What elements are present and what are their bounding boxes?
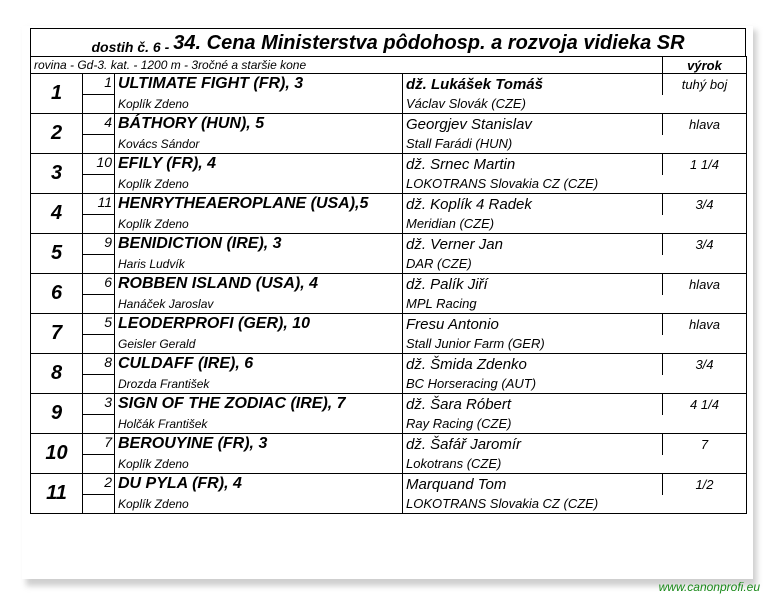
start-number: 1 [83,74,115,95]
result-subrow [31,375,747,394]
verdict-header: výrok [663,57,747,74]
finish-place: 4 [31,194,83,234]
result-subrow [31,95,747,114]
race-title: 34. Cena Ministerstva pôdohosp. a rozvoja vidieka SR [173,32,685,54]
trainer-name: Hanáček Jaroslav [115,295,403,314]
result-row [31,114,747,135]
horse-name: BÁTHORY (HUN), 5 [115,114,403,135]
jockey-name: dž. Verner Jan [403,234,663,255]
finish-place: 8 [31,354,83,394]
jockey-name: dž. Lukášek Tomáš [403,74,663,95]
horse-name: LEODERPROFI (GER), 10 [115,314,403,335]
finish-margin: 7 [663,434,747,455]
result-subrow [31,175,747,194]
start-number: 10 [83,154,115,175]
trainer-name: Koplík Zdeno [115,95,403,114]
number-spacer [83,335,115,354]
owner-name: LOKOTRANS Slovakia CZ (CZE) [403,495,747,514]
finish-margin: hlava [663,314,747,335]
result-row [31,234,747,255]
start-number: 8 [83,354,115,375]
horse-name: ULTIMATE FIGHT (FR), 3 [115,74,403,95]
horse-name: DU PYLA (FR), 4 [115,474,403,495]
jockey-name: Marquand Tom [403,474,663,495]
trainer-name: Holčák František [115,415,403,434]
conditions-row [31,57,747,74]
trainer-name: Geisler Gerald [115,335,403,354]
owner-name: Stall Farádi (HUN) [403,135,747,154]
result-row [31,394,747,415]
horse-name: CULDAFF (IRE), 6 [115,354,403,375]
jockey-name: Fresu Antonio [403,314,663,335]
jockey-name: dž. Šara Róbert [403,394,663,415]
horse-name: EFILY (FR), 4 [115,154,403,175]
start-number: 6 [83,274,115,295]
owner-name: Meridian (CZE) [403,215,747,234]
start-number: 5 [83,314,115,335]
result-subrow [31,415,747,434]
finish-margin: 3/4 [663,354,747,375]
result-subrow [31,295,747,314]
result-row [31,354,747,375]
finish-place: 10 [31,434,83,474]
result-row [31,274,747,295]
owner-name: LOKOTRANS Slovakia CZ (CZE) [403,175,747,194]
start-number: 7 [83,434,115,455]
owner-name: Stall Junior Farm (GER) [403,335,747,354]
finish-place: 5 [31,234,83,274]
trainer-name: Koplík Zdeno [115,215,403,234]
finish-margin: 3/4 [663,194,747,215]
number-spacer [83,175,115,194]
jockey-name: dž. Palík Jiří [403,274,663,295]
owner-name: DAR (CZE) [403,255,747,274]
start-number: 3 [83,394,115,415]
trainer-name: Drozda František [115,375,403,394]
results-table [30,56,747,514]
result-row [31,474,747,495]
number-spacer [83,135,115,154]
race-results-sheet [30,28,746,514]
finish-place: 9 [31,394,83,434]
owner-name: Lokotrans (CZE) [403,455,747,474]
owner-name: MPL Racing [403,295,747,314]
finish-margin: 4 1/4 [663,394,747,415]
jockey-name: dž. Šmida Zdenko [403,354,663,375]
start-number: 9 [83,234,115,255]
finish-margin: 1/2 [663,474,747,495]
finish-margin: 1 1/4 [663,154,747,175]
finish-margin: hlava [663,274,747,295]
result-row [31,314,747,335]
jockey-name: dž. Srnec Martin [403,154,663,175]
number-spacer [83,455,115,474]
result-subrow [31,455,747,474]
result-subrow [31,495,747,514]
finish-place: 11 [31,474,83,514]
result-subrow [31,135,747,154]
owner-name: Václav Slovák (CZE) [403,95,747,114]
jockey-name: dž. Koplík 4 Radek [403,194,663,215]
horse-name: BENIDICTION (IRE), 3 [115,234,403,255]
horse-name: BEROUYINE (FR), 3 [115,434,403,455]
number-spacer [83,215,115,234]
finish-margin: hlava [663,114,747,135]
result-row [31,74,747,95]
finish-place: 2 [31,114,83,154]
number-spacer [83,415,115,434]
number-spacer [83,495,115,514]
trainer-name: Koplík Zdeno [115,175,403,194]
result-subrow [31,255,747,274]
start-number: 4 [83,114,115,135]
finish-place: 7 [31,314,83,354]
finish-margin: tuhý boj [663,74,747,95]
trainer-name: Haris Ludvík [115,255,403,274]
trainer-name: Koplík Zdeno [115,495,403,514]
race-conditions: rovina - Gd-3. kat. - 1200 m - 3ročné a staršie kone [31,57,663,74]
start-number: 2 [83,474,115,495]
number-spacer [83,95,115,114]
result-subrow [31,335,747,354]
start-number: 11 [83,194,115,215]
finish-place: 3 [31,154,83,194]
result-subrow [31,215,747,234]
jockey-name: dž. Šafář Jaromír [403,434,663,455]
finish-place: 1 [31,74,83,114]
trainer-name: Koplík Zdeno [115,455,403,474]
finish-place: 6 [31,274,83,314]
owner-name: BC Horseracing (AUT) [403,375,747,394]
result-row [31,434,747,455]
number-spacer [83,255,115,274]
race-title-bar [30,28,746,56]
trainer-name: Kovács Sándor [115,135,403,154]
number-spacer [83,295,115,314]
jockey-name: Georgjev Stanislav [403,114,663,135]
horse-name: HENRYTHEAEROPLANE (USA),5 [115,194,403,215]
horse-name: SIGN OF THE ZODIAC (IRE), 7 [115,394,403,415]
finish-margin: 3/4 [663,234,747,255]
result-row [31,194,747,215]
race-number: dostih č. 6 - [91,39,170,55]
owner-name: Ray Racing (CZE) [403,415,747,434]
horse-name: ROBBEN ISLAND (USA), 4 [115,274,403,295]
watermark-credit: www.canonprofi.eu [658,580,760,594]
number-spacer [83,375,115,394]
result-row [31,154,747,175]
